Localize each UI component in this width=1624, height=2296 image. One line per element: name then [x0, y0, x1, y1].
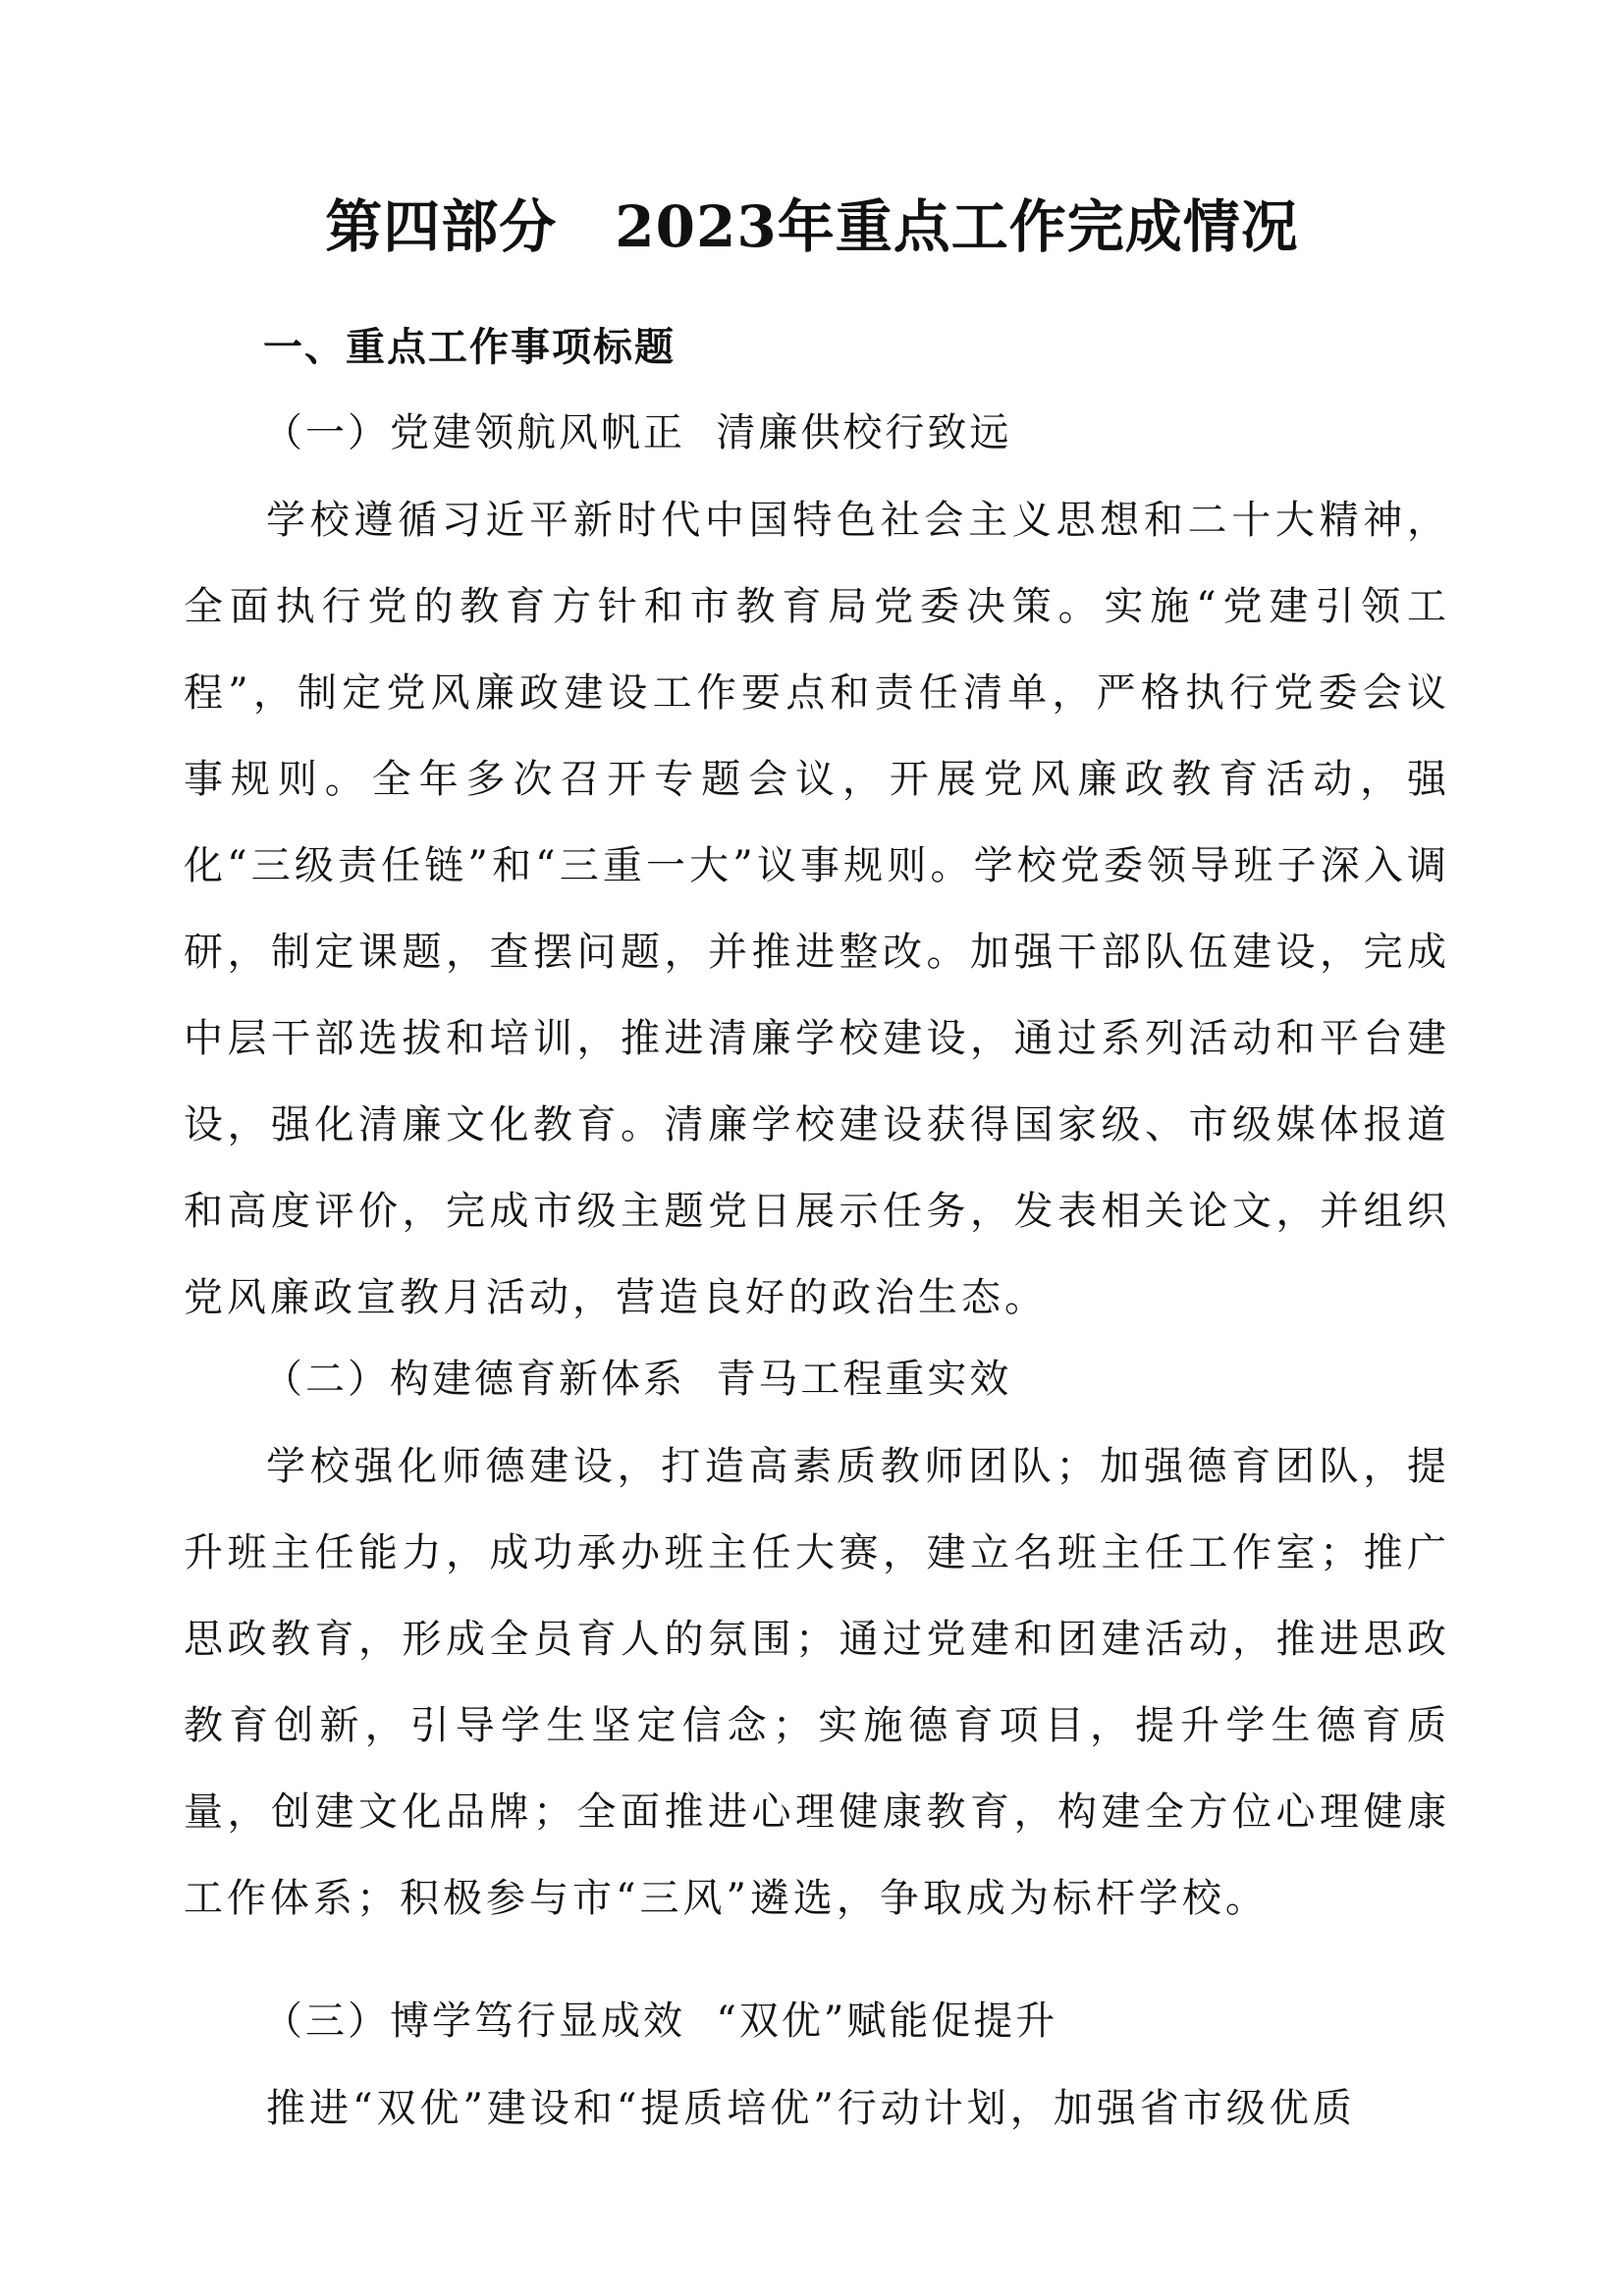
subsection-heading-3: （三）博学笃行显成效 “双优”赋能促提升	[263, 1999, 1058, 2044]
subsection-heading-2: （二）构建德育新体系 青马工程重实效	[263, 1357, 1012, 1402]
page-title: 第四部分 2023年重点工作完成情况	[325, 193, 1299, 260]
subsection-body-2: 学校强化师德建设，打造高素质教师团队；加强德育团队，提升班主任能力，成功承办班主任大赛，建立名班主任工作室；推广思政教育，形成全员育人的氛围；通过党建和团建活动，推进思政教育创新，引导学生坚定信念；实施德育项目，提升学生德育质量，创建文化品牌；全面推进心理健康教育，构建全方位心理健康工作体系；积极参与市“三风”遴选，争取成为标杆学校。	[184, 1444, 1450, 1921]
subsection-heading-1: （一）党建领航风帆正 清廉供校行致远	[263, 410, 1012, 455]
section-heading: 一、重点工作事项标题	[263, 325, 676, 370]
subsection-body-1: 学校遵循习近平新时代中国特色社会主义思想和二十大精神，全面执行党的教育方针和市教育局党委决策。实施“党建引领工程”，制定党风廉政建设工作要点和责任清单，严格执行党委会议事规则。全年多次召开专题会议，开展党风廉政教育活动，强化“三级责任链”和“三重一大”议事规则。学校党委领导班子深入调研，制定课题，查摆问题，并推进整改。加强干部队伍建设，完成中层干部选拔和培训，推进清廉学校建设，通过系列活动和平台建设，强化清廉文化教育。清廉学校建设获得国家级、市级媒体报道和高度评价，完成市级主题党日展示任务，发表相关论文，并组织党风廉政宣教月活动，营造良好的政治生态。	[184, 498, 1450, 1320]
subsection-body-3: 推进“双优”建设和“提质培优”行动计划，加强省市级优质	[266, 2086, 1356, 2131]
